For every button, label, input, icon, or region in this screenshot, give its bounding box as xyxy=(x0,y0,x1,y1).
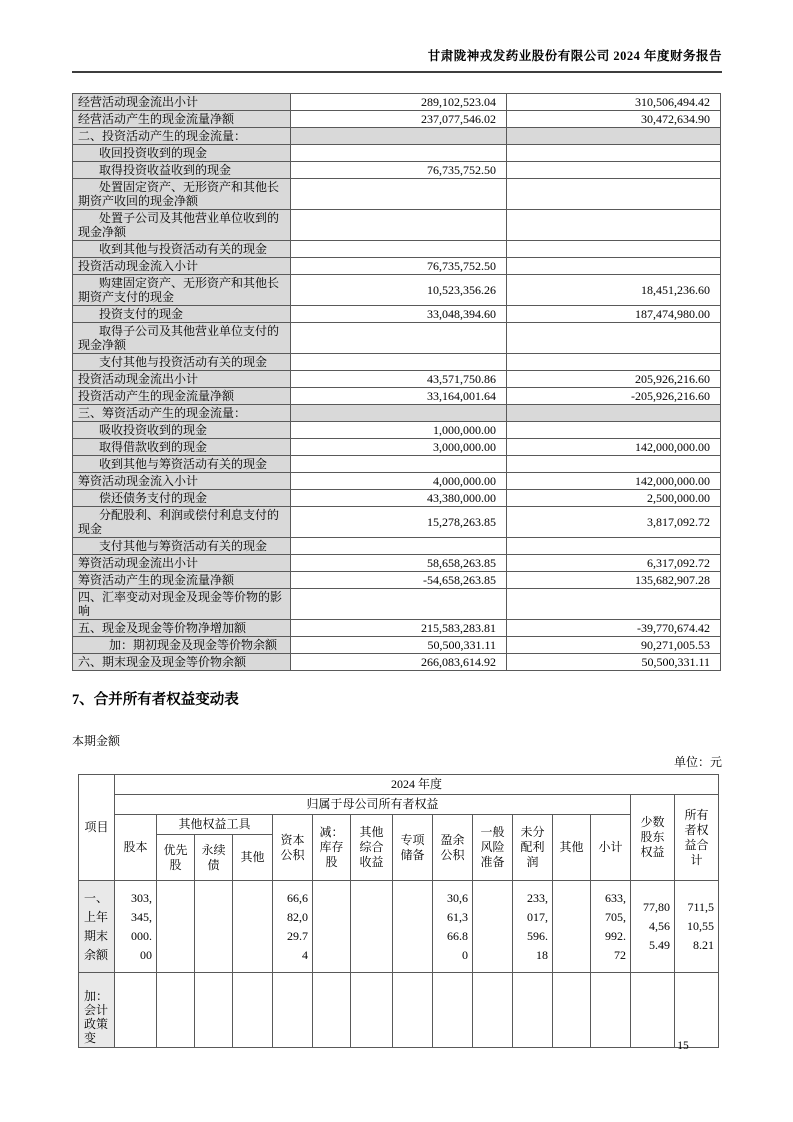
cf-amount-previous: 3,817,092.72 xyxy=(507,507,721,538)
cf-item-label: 经营活动现金流出小计 xyxy=(73,94,291,111)
col-header-year: 2024 年度 xyxy=(115,775,719,795)
equity-value xyxy=(273,973,313,1048)
equity-value xyxy=(313,973,351,1048)
col-header-other-instruments: 其他 xyxy=(233,835,273,881)
equity-value xyxy=(233,973,273,1048)
equity-value xyxy=(631,973,675,1048)
equity-value xyxy=(393,881,433,973)
cf-amount-previous: 142,000,000.00 xyxy=(507,473,721,490)
equity-item-label: 一、上年期末余额 xyxy=(79,881,115,973)
cash-flow-row xyxy=(73,323,721,354)
cf-amount-previous: 187,474,980.00 xyxy=(507,306,721,323)
cf-item-label: 筹资活动现金流出小计 xyxy=(73,555,291,572)
cf-amount-current: 1,000,000.00 xyxy=(291,422,507,439)
equity-value xyxy=(433,973,473,1048)
cf-amount-current: 43,571,750.86 xyxy=(291,371,507,388)
cf-amount-previous: 310,506,494.42 xyxy=(507,94,721,111)
cf-amount-current: 289,102,523.04 xyxy=(291,94,507,111)
cash-flow-row xyxy=(73,538,721,555)
cf-amount-current: 237,077,546.02 xyxy=(291,111,507,128)
cf-amount-current xyxy=(291,179,507,210)
cf-amount-previous xyxy=(507,405,721,422)
equity-value: 303,345,000.00 xyxy=(115,881,157,973)
cash-flow-row xyxy=(73,162,721,179)
cash-flow-row xyxy=(73,555,721,572)
cf-item-label: 投资活动产生的现金流量净额 xyxy=(73,388,291,405)
col-header-less-treasury-shares: 减：库存股 xyxy=(313,815,351,881)
col-header-other: 其他 xyxy=(553,815,591,881)
cf-amount-previous: 2,500,000.00 xyxy=(507,490,721,507)
col-header-special-reserve: 专项储备 xyxy=(393,815,433,881)
equity-item-label: 加：会计政策变 xyxy=(79,973,115,1048)
cf-amount-previous: 50,500,331.11 xyxy=(507,654,721,671)
cf-amount-previous: 205,926,216.60 xyxy=(507,371,721,388)
col-header-minority-interest: 少数股东权益 xyxy=(631,795,675,881)
cf-item-label: 分配股利、利润或偿付利息支付的现金 xyxy=(73,507,291,538)
equity-value xyxy=(553,881,591,973)
col-header-capital-reserve: 资本公积 xyxy=(273,815,313,881)
cf-item-label: 处置固定资产、无形资产和其他长期资产收回的现金净额 xyxy=(73,179,291,210)
cf-item-label: 收到其他与投资活动有关的现金 xyxy=(73,241,291,258)
cash-flow-row xyxy=(73,473,721,490)
equity-value xyxy=(313,881,351,973)
cf-amount-previous xyxy=(507,162,721,179)
cf-item-label: 筹资活动现金流入小计 xyxy=(73,473,291,490)
equity-value: 77,804,565.49 xyxy=(631,881,675,973)
equity-value: 233,017,596.18 xyxy=(513,881,553,973)
col-header-surplus-reserve: 盈余公积 xyxy=(433,815,473,881)
col-header-share-capital: 股本 xyxy=(115,815,157,881)
cf-amount-previous: 142,000,000.00 xyxy=(507,439,721,456)
cf-item-label: 购建固定资产、无形资产和其他长期资产支付的现金 xyxy=(73,275,291,306)
equity-row xyxy=(79,881,719,973)
cash-flow-row xyxy=(73,258,721,275)
cash-flow-table xyxy=(72,93,721,671)
cf-amount-previous: 6,317,092.72 xyxy=(507,555,721,572)
equity-value xyxy=(157,973,195,1048)
equity-value xyxy=(675,973,719,1048)
cash-flow-row xyxy=(73,210,721,241)
equity-value xyxy=(157,881,195,973)
cf-amount-current xyxy=(291,241,507,258)
equity-value xyxy=(553,973,591,1048)
cf-item-label: 二、投资活动产生的现金流量： xyxy=(73,128,291,145)
equity-value xyxy=(233,881,273,973)
cf-amount-current xyxy=(291,210,507,241)
equity-value xyxy=(115,973,157,1048)
cash-flow-row xyxy=(73,306,721,323)
cf-amount-previous xyxy=(507,456,721,473)
cf-amount-previous xyxy=(507,128,721,145)
cf-amount-current xyxy=(291,354,507,371)
cash-flow-row xyxy=(73,456,721,473)
cash-flow-row xyxy=(73,422,721,439)
cf-amount-current: 266,083,614.92 xyxy=(291,654,507,671)
equity-value: 633,705,992.72 xyxy=(591,881,631,973)
cash-flow-row xyxy=(73,145,721,162)
cash-flow-row xyxy=(73,371,721,388)
cash-flow-row xyxy=(73,405,721,422)
cash-flow-row xyxy=(73,111,721,128)
cf-item-label: 经营活动产生的现金流量净额 xyxy=(73,111,291,128)
cash-flow-row xyxy=(73,94,721,111)
cf-amount-current xyxy=(291,128,507,145)
cash-flow-row xyxy=(73,507,721,538)
unit-label: 单位：元 xyxy=(673,755,722,769)
cf-item-label: 四、汇率变动对现金及现金等价物的影响 xyxy=(73,589,291,620)
cf-item-label: 收回投资收到的现金 xyxy=(73,145,291,162)
cf-item-label: 投资支付的现金 xyxy=(73,306,291,323)
cf-amount-previous: 135,682,907.28 xyxy=(507,572,721,589)
cash-flow-row xyxy=(73,388,721,405)
cf-amount-current: 76,735,752.50 xyxy=(291,258,507,275)
report-header xyxy=(72,46,722,73)
cf-amount-current: 50,500,331.11 xyxy=(291,637,507,654)
col-header-other-equity-instruments: 其他权益工具 xyxy=(157,815,273,835)
col-header-subtotal: 小计 xyxy=(591,815,631,881)
cash-flow-row xyxy=(73,179,721,210)
cf-amount-previous: 90,271,005.53 xyxy=(507,637,721,654)
cash-flow-row xyxy=(73,589,721,620)
cf-item-label: 五、现金及现金等价物净增加额 xyxy=(73,620,291,637)
cash-flow-row xyxy=(73,241,721,258)
section-heading: 7、合并所有者权益变动表 xyxy=(72,692,239,708)
cf-amount-previous xyxy=(507,323,721,354)
cash-flow-row xyxy=(73,275,721,306)
cf-amount-previous xyxy=(507,210,721,241)
cash-flow-row xyxy=(73,354,721,371)
cf-amount-previous xyxy=(507,258,721,275)
equity-value xyxy=(351,881,393,973)
cf-item-label: 三、筹资活动产生的现金流量： xyxy=(73,405,291,422)
equity-value xyxy=(195,881,233,973)
cf-item-label: 取得投资收益收到的现金 xyxy=(73,162,291,179)
equity-value: 66,682,029.74 xyxy=(273,881,313,973)
col-header-other-comprehensive-income: 其他综合收益 xyxy=(351,815,393,881)
equity-value: 30,661,366.80 xyxy=(433,881,473,973)
cf-amount-current: 76,735,752.50 xyxy=(291,162,507,179)
cf-amount-previous xyxy=(507,422,721,439)
equity-value xyxy=(513,973,553,1048)
cf-item-label: 偿还债务支付的现金 xyxy=(73,490,291,507)
equity-value xyxy=(473,973,513,1048)
report-title: 甘肃陇神戎发药业股份有限公司 2024 年度财务报告 xyxy=(427,49,722,63)
equity-value xyxy=(351,973,393,1048)
cf-item-label: 处置子公司及其他营业单位收到的现金净额 xyxy=(73,210,291,241)
cf-amount-current: 4,000,000.00 xyxy=(291,473,507,490)
cf-amount-previous xyxy=(507,241,721,258)
col-header-retained-earnings: 未分配利润 xyxy=(513,815,553,881)
cf-amount-current: -54,658,263.85 xyxy=(291,572,507,589)
cf-amount-previous: 18,451,236.60 xyxy=(507,275,721,306)
cf-amount-current xyxy=(291,145,507,162)
col-header-perpetual-bonds: 永续债 xyxy=(195,835,233,881)
cf-amount-current: 15,278,263.85 xyxy=(291,507,507,538)
col-header-preferred-shares: 优先股 xyxy=(157,835,195,881)
cash-flow-row xyxy=(73,637,721,654)
cf-item-label: 筹资活动产生的现金流量净额 xyxy=(73,572,291,589)
cf-amount-current xyxy=(291,456,507,473)
col-header-general-risk-reserve: 一般风险准备 xyxy=(473,815,513,881)
col-header-parent-equity: 归属于母公司所有者权益 xyxy=(115,795,631,815)
cash-flow-row xyxy=(73,654,721,671)
cf-amount-current: 33,048,394.60 xyxy=(291,306,507,323)
cf-item-label: 收到其他与筹资活动有关的现金 xyxy=(73,456,291,473)
cf-amount-current: 215,583,283.81 xyxy=(291,620,507,637)
cf-item-label: 投资活动现金流入小计 xyxy=(73,258,291,275)
cf-amount-current: 33,164,001.64 xyxy=(291,388,507,405)
cf-amount-current: 58,658,263.85 xyxy=(291,555,507,572)
equity-table xyxy=(78,774,719,1048)
col-header-item: 项目 xyxy=(79,775,115,881)
cf-item-label: 吸收投资收到的现金 xyxy=(73,422,291,439)
cf-item-label: 取得借款收到的现金 xyxy=(73,439,291,456)
cf-amount-previous xyxy=(507,179,721,210)
cash-flow-row xyxy=(73,572,721,589)
cash-flow-row xyxy=(73,620,721,637)
cash-flow-row xyxy=(73,128,721,145)
cf-amount-current: 10,523,356.26 xyxy=(291,275,507,306)
cf-amount-previous: -39,770,674.42 xyxy=(507,620,721,637)
period-label: 本期金额 xyxy=(72,734,121,748)
equity-value xyxy=(195,973,233,1048)
cf-amount-previous: -205,926,216.60 xyxy=(507,388,721,405)
cf-amount-current xyxy=(291,538,507,555)
cf-item-label: 取得子公司及其他营业单位支付的现金净额 xyxy=(73,323,291,354)
cf-amount-previous xyxy=(507,145,721,162)
cf-amount-previous: 30,472,634.90 xyxy=(507,111,721,128)
page-number: 15 xyxy=(677,1040,689,1052)
equity-row xyxy=(79,973,719,1048)
cf-amount-previous xyxy=(507,589,721,620)
equity-value xyxy=(393,973,433,1048)
cf-amount-current: 43,380,000.00 xyxy=(291,490,507,507)
equity-value: 711,510,558.21 xyxy=(675,881,719,973)
cf-amount-current xyxy=(291,405,507,422)
cf-amount-previous xyxy=(507,354,721,371)
cash-flow-row xyxy=(73,439,721,456)
cf-item-label: 支付其他与筹资活动有关的现金 xyxy=(73,538,291,555)
cf-amount-current: 3,000,000.00 xyxy=(291,439,507,456)
cf-amount-current xyxy=(291,323,507,354)
cf-item-label: 六、期末现金及现金等价物余额 xyxy=(73,654,291,671)
col-header-total-equity: 所有者权益合计 xyxy=(675,795,719,881)
cash-flow-row xyxy=(73,490,721,507)
cf-item-label: 加：期初现金及现金等价物余额 xyxy=(73,637,291,654)
equity-value xyxy=(591,973,631,1048)
cf-item-label: 支付其他与投资活动有关的现金 xyxy=(73,354,291,371)
equity-value xyxy=(473,881,513,973)
cf-amount-current xyxy=(291,589,507,620)
cf-item-label: 投资活动现金流出小计 xyxy=(73,371,291,388)
cf-amount-previous xyxy=(507,538,721,555)
